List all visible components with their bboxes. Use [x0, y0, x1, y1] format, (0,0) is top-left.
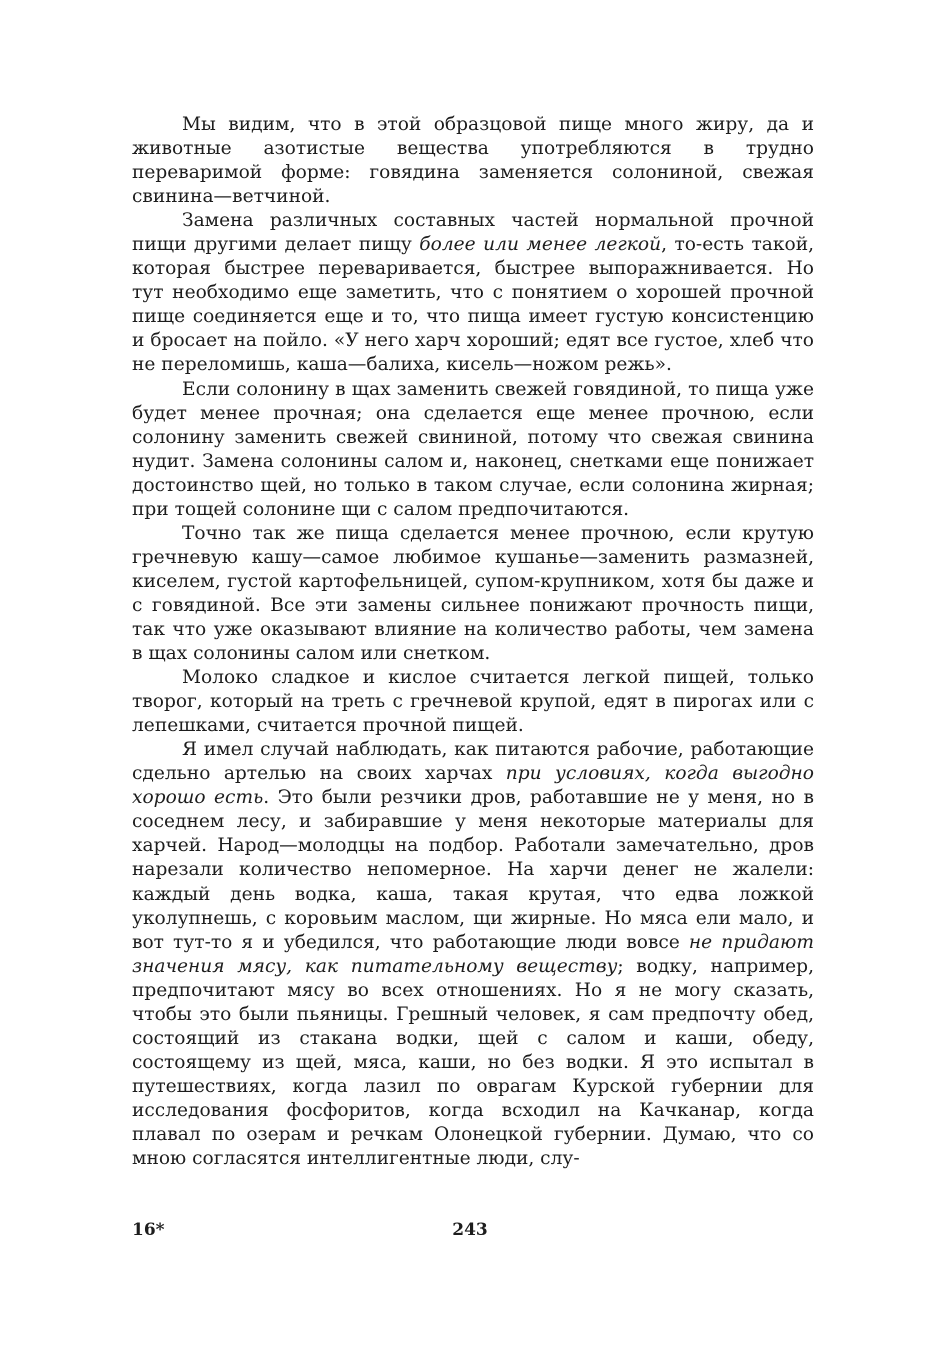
paragraph	[132, 666, 814, 738]
italic-emphasis: при условиях, когда выгодно хорошо есть	[132, 763, 814, 809]
page-number: 243	[452, 1220, 488, 1240]
text-run: Молоко сладкое и кислое считается легкой пищей, только творог, который на треть с гречневой крупой, едят в пирогах или с лепешками, считается прочной пищей.	[132, 667, 814, 737]
italic-emphasis: не придают значения мясу, как питательному веществу	[132, 931, 815, 977]
text-run: ; водку, например, предпочитают мясу во всех отношениях. Но я не могу сказать, чтобы это были пьяницы. Грешный человек, я сам предпочту обед, состоящий из стакана водки, щей с салом и каши, обеду, состоящему из щей, мяса, каши, но без водки. Я это испытал в путешествиях, когда лазил по оврагам Курской губернии для исследования фосфоритов, когда всходил на Качканар, когда плавал по озерам и речкам Олонецкой губернии. Думаю, что со мною согласятся интеллигентные люди, слу-	[132, 955, 814, 1170]
text-run: , то-есть такой, которая быстрее переваривается, быстрее выпоражнивается. Но тут необходимо еще заметить, что с понятием о хорошей прочной пище соединяется еще и то, что пища имеет густую консистенцию и бросает на пойло. «У него харч хороший; едят все густое, хлеб что не переломишь, каша—балиха, кисель—ножом режь».	[132, 234, 814, 376]
text-run: Мы видим, что в этой образцовой пище много жиру, да и животные азотистые вещества употребляются в трудно переваримой форме: говядина заменяется солониной, свежая свинина—ветчиной.	[132, 114, 814, 208]
text-run: . Это были резчики дров, работавшие не у меня, но в соседнем лесу, и забиравшие у меня некоторые материалы для харчей. Народ—молодцы на подбор. Работали замечательно, дров нарезали количество непомерное. На харчи денег не жалели: каждый день водка, каша, такая крутая, что едва ложкой уколупнешь, с коровьим маслом, щи жирные. Но мяса ели мало, и вот тут-то я и убедился, что работающие люди вовсе	[132, 787, 814, 953]
italic-emphasis: более или менее легкой	[419, 234, 662, 256]
text-run: Замена различных составных частей нормальной прочной пищи другими делает пищу	[132, 210, 814, 256]
paragraph	[132, 522, 814, 666]
text-run: Я имел случай наблюдать, как питаются рабочие, работающие сдельно артелью на своих харчах	[132, 739, 814, 785]
paragraph	[132, 113, 814, 209]
page-footer	[132, 1220, 814, 1246]
body-text	[132, 113, 814, 1171]
text-run: Если солонину в щах заменить свежей говядиной, то пища уже будет менее прочная; она сделается еще менее прочною, если солонину заменить свежей свининой, потому что свежая свинина нудит. Замена солонины салом и, наконец, снетками еще понижает достоинство щей, но только в таком случае, если солонина жирная; при тощей солонине щи с салом предпочитаются.	[132, 378, 814, 520]
printer-signature-mark: 16*	[132, 1220, 165, 1240]
paragraph	[132, 738, 814, 1171]
paragraph	[132, 378, 814, 522]
paragraph	[132, 209, 814, 377]
text-run: Точно так же пища сделается менее прочною, если крутую гречневую кашу—самое любимое кушанье—заменить размазней, киселем, густой картофельницей, супом-крупником, хотя бы даже и с говядиной. Все эти замены сильнее понижают прочность пищи, так что уже оказывают влияние на количество работы, чем замена в щах солонины салом или снетком.	[132, 522, 814, 665]
